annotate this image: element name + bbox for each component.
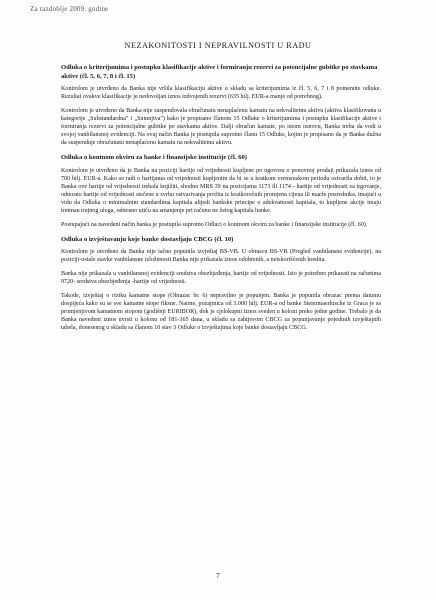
section-heading: Odluka o izvještavanju koje banke dostavljaju CBCG (čl. 10) [61,235,234,243]
document-title: NEZAKONITOSTI I NEPRAVILNOSTI U RADU [124,41,312,50]
section-heading: Odluka o kriterijumima i postupku klasifikacije aktive i formiranju rezervi za potencijalne gubitke po stavkama aktive (čl. 5, 6, 7, 8 i čl. 15) [61,64,378,80]
paragraph: Takođe, izvještaj o riziku kamatne stope (Obrazac br. 6) nepravilno je popunjen. Banka je popunila obrazac prema datumu dospijeća kako su se sve kamatne stope fiksne. Naime, pozajmica od 3.000 hilj. EUR-a od banke Steiermaerkische iz Graca je sa promjenjivom kamatnom stopom (godišnji EURIBOR), dok je cjelokupni iznos sveden u koloni preko jedne godine. Trebalo je da Banka navedeni iznos uvrsti u kolonu od 181-365 dana, u skladu sa zahtjevom CBCG za popunjavanje pojedinih izvještajnih tabela, donesenog u skladu sa članom 10 stav 3 Odluke o izvještajima koje banke dostavljaju CBCG. [61,293,381,332]
paragraph: Kontrolom je utvrđeno da Banka nije tačno popunila izvještaj BS-VB. U obrascu BS-VB (Pregled vanbilansne evidencije), na poziciji-ostale stavke vanbilansne izloženosti Banka nije prikazala iznos odobrenih, a neiskorišćenih kredita. [61,249,381,264]
section-classification [61,64,381,147]
paragraph: Kontrolom je utvrđeno da je Banka na poziciji hartije od vrijednosti kupljene po ugovoru o ponovnoj prodaji prikazala iznos od 700 hilj. EUR-a. Kako se radi o hartijama od vrijednosti kupljenim da bi se u kratkom vremenskom periodu ostvarila dobit, to je Banka ove hartije od vrijednosti trebala knjižiti, shodno MRS 39 na pozicijama 1173 ili 1174 - hartije od vrijednosti za trgovanje, odnosno hartije od vrijednosti stečene u svrhu ostvarivanja profita iz kratkoročnih promjena cijena ili marže posrednika, imajući u vidu da Odluka o minimalnim standardima kapitala alijedi bankske principe o adekvatnosti kapitala, to kupljene akcije imaju tretman trajnog uloga, odnosno utiču na smanjenje pri računu ne žetog kapitala banke. [61,167,381,214]
paragraph: Banka nije prikazala u vanbilansnoj evidenciji sredstva obezbjeđenja, hartije od vrijednosti. Isto je potrebno prikazati na računima 9720- sredstva obezbjeđenja -hartije od vrijednosti. [61,271,381,286]
header-note: Za razdoblje 2009. godine [30,5,109,13]
page-number: 7 [216,571,220,580]
section-reporting [61,236,381,333]
paragraph: Kontrolom je utvrđeno da Banka nije suspendovala obračunatu nenaplaćenu kamatu na nekvalitetnu aktivu (aktiva klasifikovana u kategorije „Substandardna" i „Sumnjiva") kako je propisano članom 15 Odluke o kriterijumima i postupku klasifikacije aktive i formiranja rezervi za potencijalne gubitke po stavkama aktive. Dalji obračun kamate, po istom osnovu, Banka treba da vodi u svojoj vanbilansnoj evidenciji. Na ovaj način Banka je postupila suprotno članu 15 Odluke, kojim je propisano da je Banka dužna da suspenduje obračunatu nenaplaćenu kamatu na nekvalitetnu aktivu. [61,108,381,147]
section-heading: Odluka o kontnom okviru za banke i finansijske institucije (čl. 60) [61,154,247,162]
document-body [61,64,381,338]
paragraph: Postupajući na navedeni način banka je postupila suprotno Odluci o kontnom okviru za banke i finansijske institucije (čl. 60). [61,221,368,228]
paragraph: Kontrolom je utvrđeno da Banka nije vršila klasifikaciju aktive u skladu sa kriterijumima iz čl. 5, 6, 7 i 8 pomenute odluke. Rezultat ovakve klasifikacije je nedovoljan iznos izdvojenih rezervi (635 hilj. EUR-a manje od potrebnog). [61,86,381,101]
section-chart-of-accounts [61,154,381,229]
